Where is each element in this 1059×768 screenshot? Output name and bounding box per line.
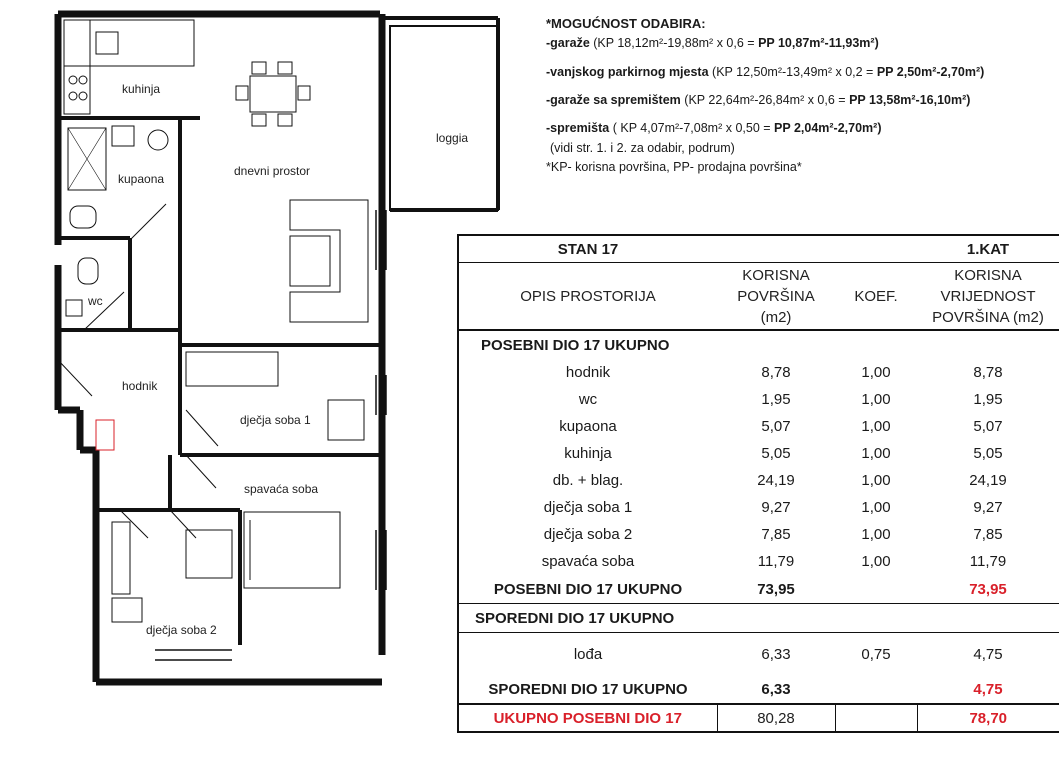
stove-burner <box>69 76 77 84</box>
chair <box>298 86 310 100</box>
stove-burner <box>79 92 87 100</box>
sporedni-section-title: SPOREDNI DIO 17 UKUPNO <box>459 604 1059 633</box>
table-row: lođa 6,33 0,75 4,75 <box>573 645 1003 663</box>
loggia-outline <box>390 26 498 210</box>
kitchen-counter <box>64 20 194 66</box>
floor-plan <box>0 0 512 690</box>
bed <box>112 522 130 594</box>
storage-marker <box>96 420 114 450</box>
room-label-dnevni: dnevni prostor <box>234 164 311 178</box>
options-notes <box>546 14 1024 177</box>
bed <box>244 512 340 588</box>
note-legend: *KP- korisna površina, PP- prodajna površina* <box>546 160 802 175</box>
note-garaza-spremiste: -garaže sa spremištem (KP 22,64m²-26,84m² x 0,6 = PP 13,58m²-16,10m²) <box>546 92 971 107</box>
exterior-wall <box>58 14 382 682</box>
grand-total-row: UKUPNO POSEBNI DIO 17 80,28 78,70 <box>459 704 1059 731</box>
note-garaze: -garaže (KP 18,12m²-19,88m² x 0,6 = PP 10,87m²-11,93m²) <box>546 36 879 51</box>
exterior-wall <box>58 14 382 655</box>
kitchen-sink <box>96 32 118 54</box>
header-vrijednost: KORISNA VRIJEDNOST POVRŠINA (m2) <box>917 263 1059 331</box>
table-row: wc 1,95 1,00 1,95 <box>578 391 1003 408</box>
header-koef: KOEF. <box>835 263 917 331</box>
dining-table <box>250 76 296 112</box>
room-label-kupaona: kupaona <box>118 172 165 186</box>
sofa <box>290 200 368 322</box>
note-parking: -vanjskog parkirnog mjesta (KP 12,50m²-13,49m² x 0,2 = PP 2,50m²-2,70m²) <box>546 64 985 79</box>
room-label-djecja-soba-2: dječja soba 2 <box>146 623 217 637</box>
chair <box>236 86 248 100</box>
table-row: kupaona 5,07 1,00 5,07 <box>559 418 1003 435</box>
window <box>155 210 386 660</box>
room-label-djecja-soba-1: dječja soba 1 <box>240 413 311 427</box>
room-label-wc: wc <box>88 294 103 308</box>
toilet <box>78 258 98 284</box>
table-row: hodnik 8,78 1,00 8,78 <box>565 364 1003 381</box>
table-header-row <box>459 263 1059 331</box>
sporedni-total-row: SPOREDNI DIO 17 UKUPNO 6,33 4,75 <box>488 680 1003 698</box>
desk <box>112 598 142 622</box>
bed <box>186 352 278 386</box>
interior-wall <box>58 118 382 645</box>
note-see-pages: (vidi str. 1. i 2. za odabir, podrum) <box>550 140 735 155</box>
room-label-kuhinja: kuhinja <box>122 82 161 96</box>
header-korisna: KORISNA POVRŠINA (m2) <box>717 263 835 331</box>
header-opis: OPIS PROSTORIJA <box>459 263 717 331</box>
note-spremista: -spremišta ( KP 4,07m²-7,08m² x 0,50 = PP 2,04m²-2,70m²) <box>546 121 882 136</box>
kitchen-counter <box>64 20 90 114</box>
desk <box>328 400 364 440</box>
stove-burner <box>69 92 77 100</box>
area-table <box>457 234 1059 733</box>
wardrobe <box>186 530 232 578</box>
wc-basin <box>66 300 82 316</box>
floor-title: 1.KAT <box>917 236 1059 263</box>
shower-tray <box>68 128 106 190</box>
chair <box>252 62 266 74</box>
stan-title: STAN 17 <box>459 236 717 263</box>
table-row: db. + blag. 24,19 1,00 24,19 <box>552 472 1007 489</box>
washbasin <box>112 126 134 146</box>
table-row: spavaća soba 11,79 1,00 11,79 <box>541 553 1007 570</box>
chair <box>252 114 266 126</box>
washing-machine <box>148 130 168 150</box>
table-row: dječja soba 2 7,85 1,00 7,85 <box>543 526 1003 543</box>
toilet <box>70 206 96 228</box>
room-label-spavaca-soba: spavaća soba <box>244 482 319 496</box>
door-swing <box>58 204 218 538</box>
posebni-total-row: POSEBNI DIO 17 UKUPNO 73,95 73,95 <box>493 580 1007 598</box>
loggia-rail <box>382 18 498 210</box>
table-row: kuhinja 5,05 1,00 5,05 <box>564 445 1003 462</box>
stove-burner <box>79 76 87 84</box>
posebni-section-title: POSEBNI DIO 17 UKUPNO <box>481 336 670 354</box>
chair <box>278 114 292 126</box>
coffee-table <box>290 236 330 286</box>
room-label-hodnik: hodnik <box>122 379 158 393</box>
table-row: dječja soba 1 9,27 1,00 9,27 <box>543 499 1003 516</box>
notes-header: *MOGUĆNOST ODABIRA: <box>546 16 706 31</box>
room-label-loggia: loggia <box>436 131 469 145</box>
chair <box>278 62 292 74</box>
table-title-row <box>459 236 1059 263</box>
